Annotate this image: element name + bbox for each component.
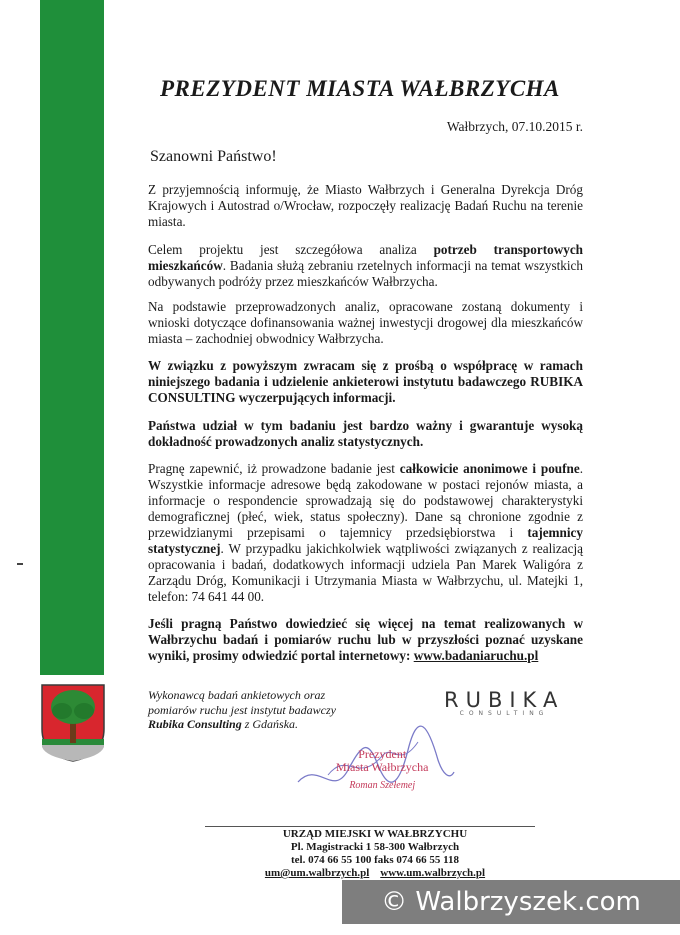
stamp-line-1: Prezydent	[358, 747, 407, 761]
portal-link[interactable]: www.badaniaruchu.pl	[413, 648, 539, 663]
paragraph-6-text-a: Pragnę zapewnić, iż prowadzone badanie jest	[148, 461, 400, 476]
stamp-signatory: Roman Szełemej	[349, 780, 416, 791]
footer-office: URZĄD MIEJSKI W WAŁBRZYCHU	[282, 828, 468, 840]
paragraph-6	[148, 461, 583, 605]
footer-contacts	[205, 867, 545, 880]
footer-phones: tel. 074 66 55 100 faks 074 66 55 118	[290, 854, 460, 866]
footer-address: Pl. Magistracki 1 58-300 Wałbrzych	[290, 841, 460, 853]
rubika-logo-name: RUBIKA	[444, 688, 565, 712]
paragraph-6-bold-b: tajemnicy statystycznej	[148, 525, 583, 556]
paragraph-2-bold: potrzeb transportowych mieszkańców	[148, 242, 584, 273]
watermark: © Walbrzyszek.com	[342, 880, 680, 924]
rubika-logo	[444, 688, 564, 717]
paragraph-2-text-c: . Badania służą zebraniu rzetelnych informacji na temat wszystkich odbywanych podróży przez mieszkańców Wałbrzycha.	[148, 258, 583, 289]
paragraph-7	[148, 616, 583, 664]
paragraph-3: Na podstawie przeprowadzonych analiz, opracowane zostaną dokumenty i wnioski dotyczące dofinansowania ważnej inwestycji drogowej dla mieszkańców miasta – zachodniej obwodnicy Wałbrzycha.	[148, 299, 583, 346]
greeting: Szanowni Państwo!	[150, 148, 277, 165]
paragraph-7-text: Jeśli pragną Państwo dowiedzieć się więcej na temat realizowanych w Wałbrzychu badań i pomiarów ruchu lub w przyszłości poznać uzyskane wyniki, prosimy odwiedzić portal internetowy:	[148, 616, 583, 663]
footer	[205, 828, 545, 880]
president-stamp	[336, 748, 428, 792]
paragraph-6-text-e: . W przypadku jakichkolwiek wątpliwości związanych z realizacją opracowania i badań, dodatkowych informacji udziela Pan Marek Waligóra z Zarządu Dróg, Komunikacji i Utrzymania Miasta w Wałbrzychu, ul. Matejki 1, telefon: 74 641 44 00.	[148, 541, 583, 604]
contractor-note-text-a: Wykonawcą badań ankietowych oraz pomiarów ruchu jest instytut badawczy	[148, 688, 336, 717]
rubika-logo-sub: CONSULTING	[459, 710, 549, 717]
scan-mark	[17, 563, 23, 565]
paragraph-1: Z przyjemnością informuję, że Miasto Wałbrzych i Generalna Dyrekcja Dróg Krajowych i Autostrad o/Wrocław, rozpoczęły realizację Badań Ruchu na terenie miasta.	[148, 182, 583, 229]
footer-divider	[205, 826, 535, 827]
green-side-bar	[40, 0, 104, 675]
paragraph-5: Państwa udział w tym badaniu jest bardzo ważny i gwarantuje wysoką dokładność prowadzonych analiz statystycznych.	[148, 418, 583, 449]
contractor-name: Rubika Consulting	[148, 717, 242, 731]
paragraph-4: W związku z powyższym zwracam się z prośbą o współpracę w ramach niniejszego badania i udzielenie ankieterowi instytutu badawczego RUBIKA CONSULTING wyczerpujących informacji.	[148, 358, 583, 405]
stamp-line-2: Miasta Wałbrzycha	[336, 760, 429, 774]
letter-date: Wałbrzych, 07.10.2015 r.	[446, 119, 583, 134]
footer-email[interactable]: um@um.walbrzych.pl	[264, 867, 370, 879]
contractor-note-text-b: z Gdańska.	[241, 717, 299, 731]
paragraph-6-text-c: . Wszystkie informacje adresowe będą zakodowane w postaci rejonów miasta, a informacje o respondencie sprowadzają się do podstawowej charakterystyki demograficznej (płeć, wiek, status społeczny). Dane są chronione zgodnie z przewidzianymi przepisami o tajemnicy przedsiębiorstwa i	[148, 461, 584, 540]
city-coat-of-arms-icon	[40, 683, 106, 763]
footer-web[interactable]: www.um.walbrzych.pl	[380, 867, 486, 879]
paragraph-6-bold-a: całkowicie anonimowe i poufne	[399, 461, 580, 476]
paragraph-2	[148, 242, 583, 290]
letter-title: PREZYDENT MIASTA WAŁBRZYCHA	[160, 76, 560, 101]
paragraph-2-text-a: Celem projektu jest szczegółowa analiza	[148, 242, 434, 257]
